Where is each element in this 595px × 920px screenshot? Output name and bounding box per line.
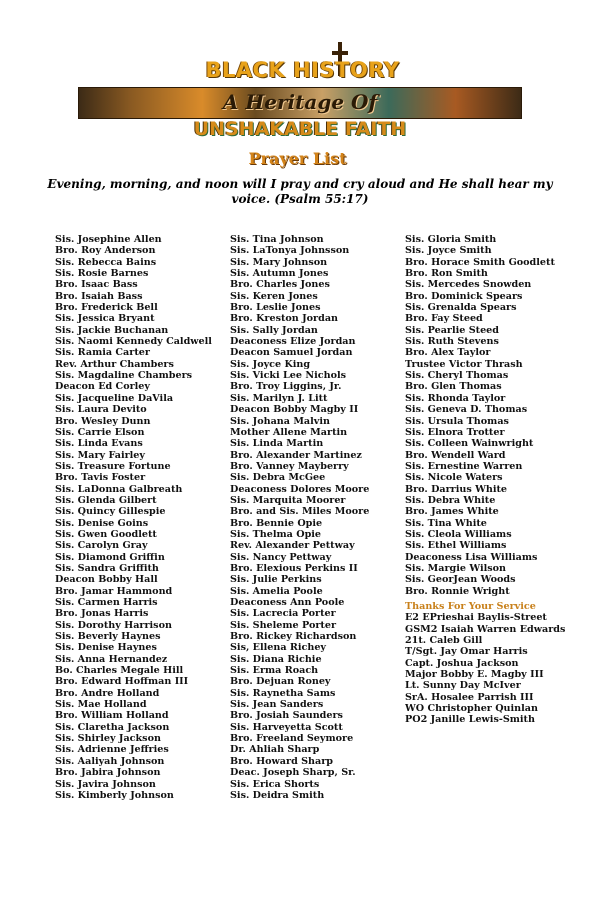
list-item: Sis. Marilyn J. Litt <box>230 392 328 404</box>
list-item: Sis. Ursula Thomas <box>405 415 509 427</box>
list-item: Sis. Lacrecia Porter <box>230 608 336 620</box>
list-item: Sis. Johana Malvin <box>230 415 330 427</box>
list-item: Bro. Leslie Jones <box>230 302 321 314</box>
list-item: Sis. Linda Martin <box>230 438 324 450</box>
list-item: Sis. Autumn Jones <box>230 268 329 280</box>
list-item: Sis. Glenda Gilbert <box>55 494 157 506</box>
list-item: Sis. Josephine Allen <box>55 234 162 245</box>
service-member-item: GSM2 Isaiah Warren Edwards <box>405 623 566 635</box>
list-item: Sis. Erica Shorts <box>230 778 320 790</box>
list-item: Sis. Jean Sanders <box>230 699 324 711</box>
list-item: Sis. Rebecca Bains <box>55 256 157 268</box>
list-item: Deaconess Dolores Moore <box>230 483 370 495</box>
list-item: Sis. Cheryl Thomas <box>405 370 509 382</box>
list-item: Sis. Rhonda Taylor <box>405 392 506 404</box>
list-item: Sis. Keren Jones <box>230 290 318 302</box>
list-item: Bro. Freeland Seymore <box>230 733 354 745</box>
banner-black-history: BLACK HISTORY <box>205 58 400 82</box>
list-item: Sis. Vicki Lee Nichols <box>230 370 347 382</box>
list-item: Bro. James White <box>405 506 499 518</box>
service-member-item: 21t. Caleb Gill <box>405 635 483 647</box>
list-item: Bro. Tavis Foster <box>55 472 146 484</box>
list-item: Bro. Alexander Martinez <box>230 449 362 461</box>
list-item: Bro. and Sis. Miles Moore <box>230 506 370 518</box>
list-item: Sis. Deidra Smith <box>230 789 325 801</box>
list-item: Bro. Kreston Jordan <box>230 313 339 325</box>
list-item: Deaconess Ann Poole <box>230 597 345 608</box>
list-item: Sis. Claretha Jackson <box>55 721 170 733</box>
list-item: Bro. Howard Sharp <box>230 755 333 767</box>
list-item: Deacon Bobby Hall <box>55 574 158 586</box>
list-item: Sis. Carmen Harris <box>55 597 158 608</box>
list-item: Bro. Dejuan Roney <box>230 676 331 688</box>
scripture-verse: Evening, morning, and noon will I pray and cry aloud and He shall hear my voice. (Psalm 55:17) <box>47 177 553 206</box>
list-item: Deacon Bobby Magby II <box>230 404 359 416</box>
list-item: Bro. Elexious Perkins II <box>230 562 358 574</box>
list-item: Sis. Mercedes Snowden <box>405 279 532 291</box>
names-column-1 <box>55 234 225 801</box>
list-item: Sis. Anna Hernandez <box>55 653 168 665</box>
list-item: Sis. Carrie Elson <box>55 426 145 438</box>
list-item: Sis. Naomi Kennedy Caldwell <box>55 336 212 348</box>
list-item: Bro. Vanney Mayberry <box>230 460 349 472</box>
list-item: Sis. Adrienne Jeffries <box>55 744 169 756</box>
list-item: Sis. Geneva D. Thomas <box>405 404 528 416</box>
service-member-item: PO2 Janille Lewis-Smith <box>405 714 535 726</box>
list-item: Bro. William Holland <box>55 710 169 722</box>
list-item: Sis. Ernestine Warren <box>405 460 523 472</box>
list-item: Bro. Fay Steed <box>405 313 483 325</box>
list-item: Bro. Alex Taylor <box>405 347 491 359</box>
list-item: Sis. Dorothy Harrison <box>55 619 172 631</box>
list-item: Deacon Ed Corley <box>55 381 150 393</box>
banner-band <box>78 87 522 119</box>
list-item: Sis. Denise Goins <box>55 517 149 529</box>
list-item: Sis. Margie Wilson <box>405 562 507 574</box>
list-item: Sis. Diana Richie <box>230 653 322 665</box>
list-item: Deac. Joseph Sharp, Sr. <box>230 767 356 779</box>
list-item: Sis. Sandra Griffith <box>55 562 159 574</box>
list-item: Sis. Raynetha Sams <box>230 687 336 699</box>
list-item: Bro. Isaiah Bass <box>55 290 143 302</box>
list-item: Sis. Shirley Jackson <box>55 733 161 745</box>
list-item: Sis. Debra McGee <box>230 472 326 484</box>
list-item: Sis. Mary Fairley <box>55 449 145 461</box>
list-item: Sis. Javira Johnson <box>55 778 156 790</box>
list-item: Rev. Alexander Pettway <box>230 540 355 552</box>
list-item: Sis. Debra White <box>405 494 496 506</box>
list-item: Sis. Jackie Buchanan <box>55 324 169 336</box>
list-item: Dr. Ahliah Sharp <box>230 744 320 756</box>
list-item: Bro. Dominick Spears <box>405 290 523 302</box>
list-item: Sis. Denise Haynes <box>55 642 157 654</box>
list-item: Sis. Laura Devito <box>55 404 147 416</box>
list-item: Sis, Ellena Richey <box>230 642 327 654</box>
list-item: Bro. Ron Smith <box>405 268 488 280</box>
list-item: Sis. Elnora Trotter <box>405 426 505 438</box>
list-item: Sis. Nancy Pettway <box>230 551 332 563</box>
list-item: Sis. Rosie Barnes <box>55 268 149 280</box>
list-item: Bo. Charles Megale Hill <box>55 665 184 677</box>
list-item: Deaconess Lisa Williams <box>405 551 538 563</box>
list-item: Sis. Ruth Stevens <box>405 336 499 348</box>
list-item: Sis. Treasure Fortune <box>55 460 171 472</box>
list-item: Sis. Julie Perkins <box>230 574 322 586</box>
list-item: Sis. Tina White <box>405 517 487 529</box>
service-member-item: WO Christopher Quinlan <box>405 703 538 715</box>
list-item: Bro. Jabira Johnson <box>55 767 161 779</box>
service-member-item: SrA. Hosalee Parrish III <box>405 691 534 703</box>
list-item: Bro. Wesley Dunn <box>55 415 151 427</box>
service-member-item: Lt. Sunny Day McIver <box>405 680 521 692</box>
list-item: Trustee Victor Thrash <box>405 358 523 370</box>
list-item: Bro. Andre Holland <box>55 687 160 699</box>
list-item: Bro. Rickey Richardson <box>230 631 357 643</box>
list-item: Sis. Ramia Carter <box>55 347 150 359</box>
list-item: Sis. GeorJean Woods <box>405 574 516 586</box>
list-item: Sis. Tina Johnson <box>230 234 324 245</box>
list-item: Bro. Bennie Opie <box>230 517 323 529</box>
list-item: Sis. Jessica Bryant <box>55 313 155 325</box>
list-item: Sis. Gwen Goodlett <box>55 528 157 540</box>
list-item: Sis. Magdaline Chambers <box>55 370 193 382</box>
list-item: Sis. LaTonya Johnsson <box>230 245 350 257</box>
service-member-item: T/Sgt. Jay Omar Harris <box>405 646 528 658</box>
list-item: Sis. Quincy Gillespie <box>55 506 166 518</box>
list-item: Sis. Colleen Wainwright <box>405 438 534 450</box>
list-item: Sis. Erma Roach <box>230 665 319 677</box>
list-item: Sis. LaDonna Galbreath <box>55 483 183 495</box>
list-item: Sis. Jacqueline DaVila <box>55 392 174 404</box>
list-item: Sis. Ethel Williams <box>405 540 507 552</box>
list-item: Deaconess Elize Jordan <box>230 336 356 348</box>
list-item: Bro. Wendell Ward <box>405 449 506 461</box>
list-item: Bro. Darrius White <box>405 483 508 495</box>
list-item: Sis. Sally Jordan <box>230 324 318 336</box>
names-column-2 <box>230 234 402 801</box>
service-member-item: Capt. Joshua Jackson <box>405 657 519 669</box>
list-item: Deacon Samuel Jordan <box>230 347 353 359</box>
list-item: Sis. Sheleme Porter <box>230 619 337 631</box>
list-item: Sis. Diamond Griffin <box>55 551 165 563</box>
list-item: Sis. Amelia Poole <box>230 585 323 597</box>
list-item: Bro. Jonas Harris <box>55 608 149 620</box>
thanks-heading: Thanks For Your Service <box>405 601 536 612</box>
list-item: Sis. Carolyn Gray <box>55 540 148 552</box>
list-item: Sis. Aaliyah Johnson <box>55 755 165 767</box>
list-item: Sis. Grenalda Spears <box>405 302 517 314</box>
banner-unshakable-faith: UNSHAKABLE FAITH <box>193 118 407 140</box>
list-item: Bro. Jamar Hammond <box>55 585 173 597</box>
list-item: Sis. Linda Evans <box>55 438 143 450</box>
list-item: Bro. Ronnie Wright <box>405 585 510 597</box>
page-title: Prayer List <box>248 149 347 168</box>
list-item: Bro. Josiah Saunders <box>230 710 343 722</box>
banner-heritage-text: A Heritage Of <box>222 90 378 114</box>
list-item: Bro. Isaac Bass <box>55 279 138 291</box>
list-item: Sis. Kimberly Johnson <box>55 789 174 801</box>
list-item: Sis. Harveyetta Scott <box>230 721 343 733</box>
list-item: Sis. Mae Holland <box>55 699 147 711</box>
list-item: Sis. Beverly Haynes <box>55 631 161 643</box>
list-item: Sis. Marquita Moorer <box>230 494 346 506</box>
list-item: Sis. Pearlie Steed <box>405 324 499 336</box>
list-item: Sis. Cleola Williams <box>405 528 512 540</box>
list-item: Rev. Arthur Chambers <box>55 358 174 370</box>
list-item: Bro. Glen Thomas <box>405 381 502 393</box>
list-item: Bro. Roy Anderson <box>55 245 156 257</box>
list-item: Sis. Nicole Waters <box>405 472 503 484</box>
names-column-3 <box>405 234 580 726</box>
list-item: Bro. Frederick Bell <box>55 302 158 314</box>
list-item: Sis. Gloria Smith <box>405 234 497 245</box>
list-item: Sis. Joyce Smith <box>405 245 492 257</box>
list-item: Sis. Joyce King <box>230 358 311 370</box>
list-item: Sis. Mary Johnson <box>230 256 328 268</box>
service-member-item: E2 EPrieshai Baylis-Street <box>405 612 547 624</box>
list-item: Bro. Troy Liggins, Jr. <box>230 381 342 393</box>
service-member-item: Major Bobby E. Magby III <box>405 669 544 681</box>
list-item: Sis. Thelma Opie <box>230 528 322 540</box>
list-item: Bro. Edward Hoffman III <box>55 676 189 688</box>
list-item: Mother Allene Martin <box>230 426 348 438</box>
list-item: Bro. Charles Jones <box>230 279 330 291</box>
list-item: Bro. Horace Smith Goodlett <box>405 256 555 268</box>
